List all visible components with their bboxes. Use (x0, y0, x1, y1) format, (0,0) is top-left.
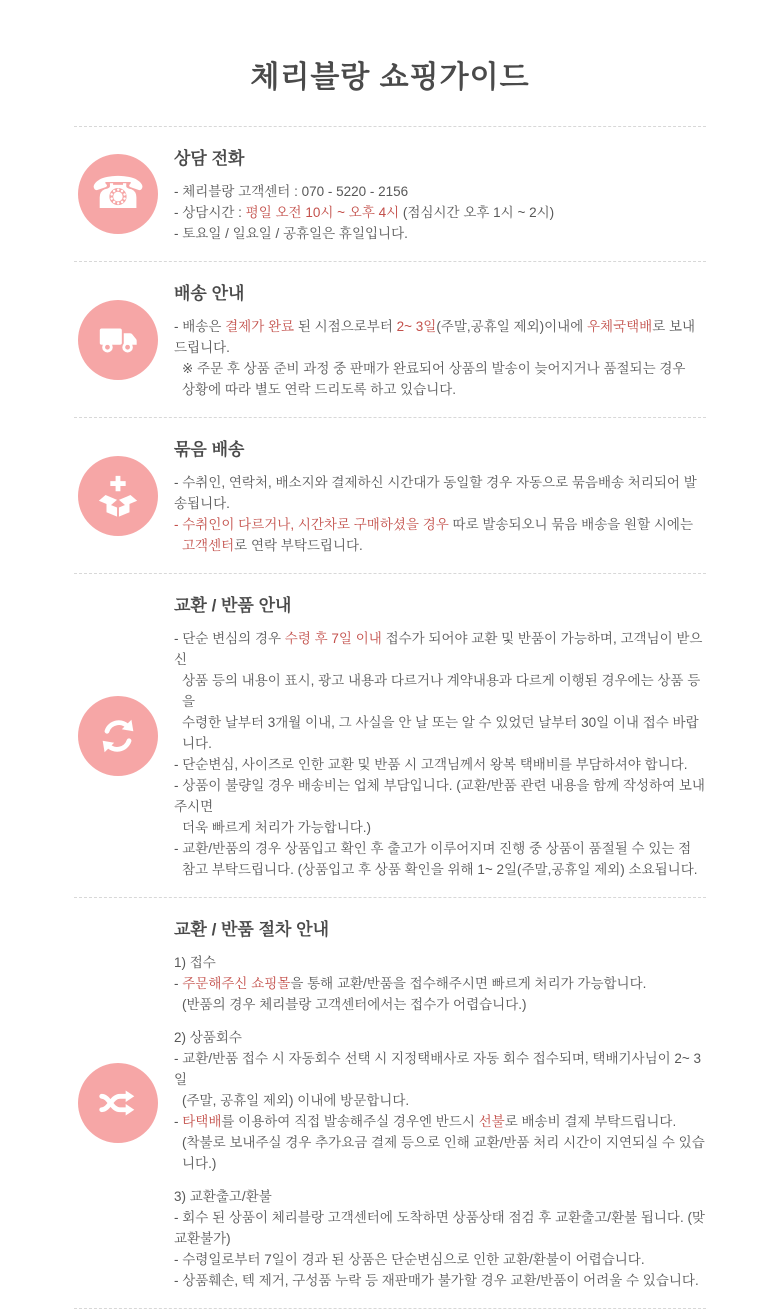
plain-text: - 상담시간 : (174, 205, 246, 220)
truck-icon (78, 300, 158, 380)
guide-line (174, 316, 706, 358)
plain-text: - 교환/반품 접수 시 자동회수 선택 시 지정택배사로 자동 회수 접수되며, 택배기사님이 2~ 3일 (174, 1051, 702, 1087)
plain-text: - 수령일로부터 7일이 경과 된 상품은 단순변심으로 인한 교환/환불이 어렵습니다. (174, 1252, 645, 1267)
highlight-text: 우체국택배 (587, 319, 653, 334)
section-title: 상담 전화 (174, 149, 245, 168)
plain-text: (주말, 공휴일 제외) 이내에 방문합니다. (182, 1093, 410, 1108)
plain-text: 된 시점으로부터 (294, 319, 397, 334)
plain-text: (점심시간 오후 1시 ~ 2시) (399, 205, 555, 220)
plain-text: - 수취인, 연락처, 배소지와 결제하신 시간대가 동일할 경우 자동으로 묶음배송 처리되어 발송됩니다. (174, 475, 697, 511)
group-heading: 2) 상품회수 (174, 1030, 242, 1045)
guide-group (174, 181, 706, 244)
section-body (158, 915, 706, 1291)
section-bundle-shipping (74, 418, 706, 573)
plain-text: - 단순 변심의 경우 (174, 631, 285, 646)
highlight-text: 결제가 완료 (225, 319, 295, 334)
guide-group (174, 1186, 706, 1291)
page-title: 체리블랑 쇼핑가이드 (250, 61, 530, 94)
plain-text: - (174, 1114, 183, 1129)
section-body (158, 435, 706, 556)
plain-text: - (174, 976, 183, 991)
plain-text: 수령한 날부터 3개월 이내, 그 사실을 안 날 또는 알 수 있었던 날부터 30일 이내 접수 바랍니다. (182, 715, 699, 751)
guide-group (174, 952, 706, 1015)
guide-line (174, 472, 706, 514)
guide-line (174, 514, 706, 535)
plain-text: ※ 주문 후 상품 준비 과정 중 판매가 완료되어 상품의 발송이 늦어지거나 품절되는 경우 (182, 361, 686, 376)
guide-group (174, 316, 706, 400)
section-exchange-return-process (74, 898, 706, 1308)
highlight-text: 평일 오전 10시 ~ 오후 4시 (245, 205, 400, 220)
guide-line (174, 859, 706, 880)
highlight-text: 타택배 (182, 1114, 222, 1129)
plain-text: (주말,공휴일 제외)이내에 (436, 319, 587, 334)
guide-line (174, 670, 706, 712)
highlight-text: 2~ 3일 (396, 319, 437, 334)
guide-line (174, 817, 706, 838)
guide-line (174, 838, 706, 859)
guide-line (174, 973, 706, 994)
plain-text: 접수가 되어야 교환 및 반품이 가능하며, 고객님이 받으신 (174, 631, 703, 667)
group-heading: 3) 교환출고/환불 (174, 1189, 272, 1204)
guide-line (174, 535, 706, 556)
guide-line (174, 1207, 706, 1249)
plain-text: 를 이용하여 직접 발송해주실 경우엔 반드시 (221, 1114, 479, 1129)
guide-line (174, 1132, 706, 1174)
highlight-text: 주문해주신 쇼핑몰 (182, 976, 291, 991)
sections-container (74, 126, 706, 1309)
plain-text: 상품 등의 내용이 표시, 광고 내용과 다르거나 계약내용과 다르게 이행된 경우에는 상품 등을 (182, 673, 701, 709)
highlight-text: 선불 (478, 1114, 505, 1129)
guide-line (174, 712, 706, 754)
shuffle-icon (78, 1063, 158, 1143)
guide-line (174, 358, 706, 379)
phone-icon: ☎ (78, 154, 158, 234)
section-consult-phone (74, 127, 706, 261)
highlight-text: 수령 후 7일 이내 (284, 631, 382, 646)
refresh-icon (78, 696, 158, 776)
guide-line (174, 754, 706, 775)
plain-text: 로 연락 부탁드립니다. (234, 538, 363, 553)
plain-text: - 체리블랑 고객센터 : 070 - 5220 - 2156 (174, 184, 409, 199)
plain-text: - 단순변심, 사이즈로 인한 교환 및 반품 시 고객님께서 왕복 택배비를 부담하셔야 합니다. (174, 757, 688, 772)
section-title: 교환 / 반품 절차 안내 (174, 920, 329, 939)
plain-text: - 교환/반품의 경우 상품입고 확인 후 출고가 이루어지며 진행 중 상품이 품절될 수 있는 점 (174, 841, 692, 856)
guide-line (174, 628, 706, 670)
section-body (158, 279, 706, 400)
plain-text: - 회수 된 상품이 체리블랑 고객센터에 도착하면 상품상태 점검 후 교환출고/환불 됩니다. (맞교환불가) (174, 1210, 705, 1246)
plain-text: - 배송은 (174, 319, 226, 334)
highlight-text: - 수취인이 다르거나, 시간차로 구매하셨을 경우 (174, 517, 449, 532)
plain-text: 따로 발송되오니 묶음 배송을 원할 시에는 (448, 517, 693, 532)
section-body (158, 144, 706, 244)
plain-text: 참고 부탁드립니다. (상품입고 후 상품 확인을 위해 1~ 2일(주말,공휴일 제외) 소요됩니다. (182, 862, 698, 877)
plain-text: 을 통해 교환/반품을 접수해주시면 빠르게 처리가 가능합니다. (290, 976, 647, 991)
guide-group (174, 1027, 706, 1174)
guide-line (174, 1270, 706, 1291)
guide-line (174, 775, 706, 817)
plain-text: - 상품이 불량일 경우 배송비는 업체 부담입니다. (교환/반품 관련 내용을 함께 작성하여 보내주시면 (174, 778, 705, 814)
box-plus-icon (78, 456, 158, 536)
guide-line (174, 994, 706, 1015)
guide-line (174, 223, 706, 244)
guide-group (174, 472, 706, 556)
plain-text: - 토요일 / 일요일 / 공휴일은 휴일입니다. (174, 226, 408, 241)
section-shipping-info (74, 262, 706, 417)
plain-text: 상황에 따라 별도 연락 드리도록 하고 있습니다. (182, 382, 457, 397)
section-title: 교환 / 반품 안내 (174, 596, 292, 615)
plain-text: (착불로 보내주실 경우 추가요금 결제 등으로 인해 교환/반품 처리 시간이 지연되실 수 있습니다.) (182, 1135, 705, 1171)
plain-text: - 상품훼손, 텍 제거, 구성품 누락 등 재판매가 불가할 경우 교환/반품이 어려울 수 있습니다. (174, 1273, 699, 1288)
guide-group (174, 628, 706, 880)
section-exchange-return-info (74, 574, 706, 897)
guide-line (174, 1111, 706, 1132)
plain-text: 로 보내드립니다. (174, 319, 696, 355)
section-title: 배송 안내 (174, 284, 245, 303)
guide-line (174, 202, 706, 223)
plain-text: 로 배송비 결제 부탁드립니다. (504, 1114, 677, 1129)
guide-line (174, 1048, 706, 1090)
guide-line (174, 379, 706, 400)
guide-line (174, 1090, 706, 1111)
guide-line (174, 181, 706, 202)
group-heading: 1) 접수 (174, 955, 216, 970)
highlight-text: 고객센터 (182, 538, 235, 553)
guide-line (174, 1249, 706, 1270)
plain-text: (반품의 경우 체리블랑 고객센터에서는 접수가 어렵습니다.) (182, 997, 527, 1012)
plain-text: 더욱 빠르게 처리가 가능합니다.) (182, 820, 372, 835)
section-title: 묶음 배송 (174, 440, 245, 459)
section-body (158, 591, 706, 880)
